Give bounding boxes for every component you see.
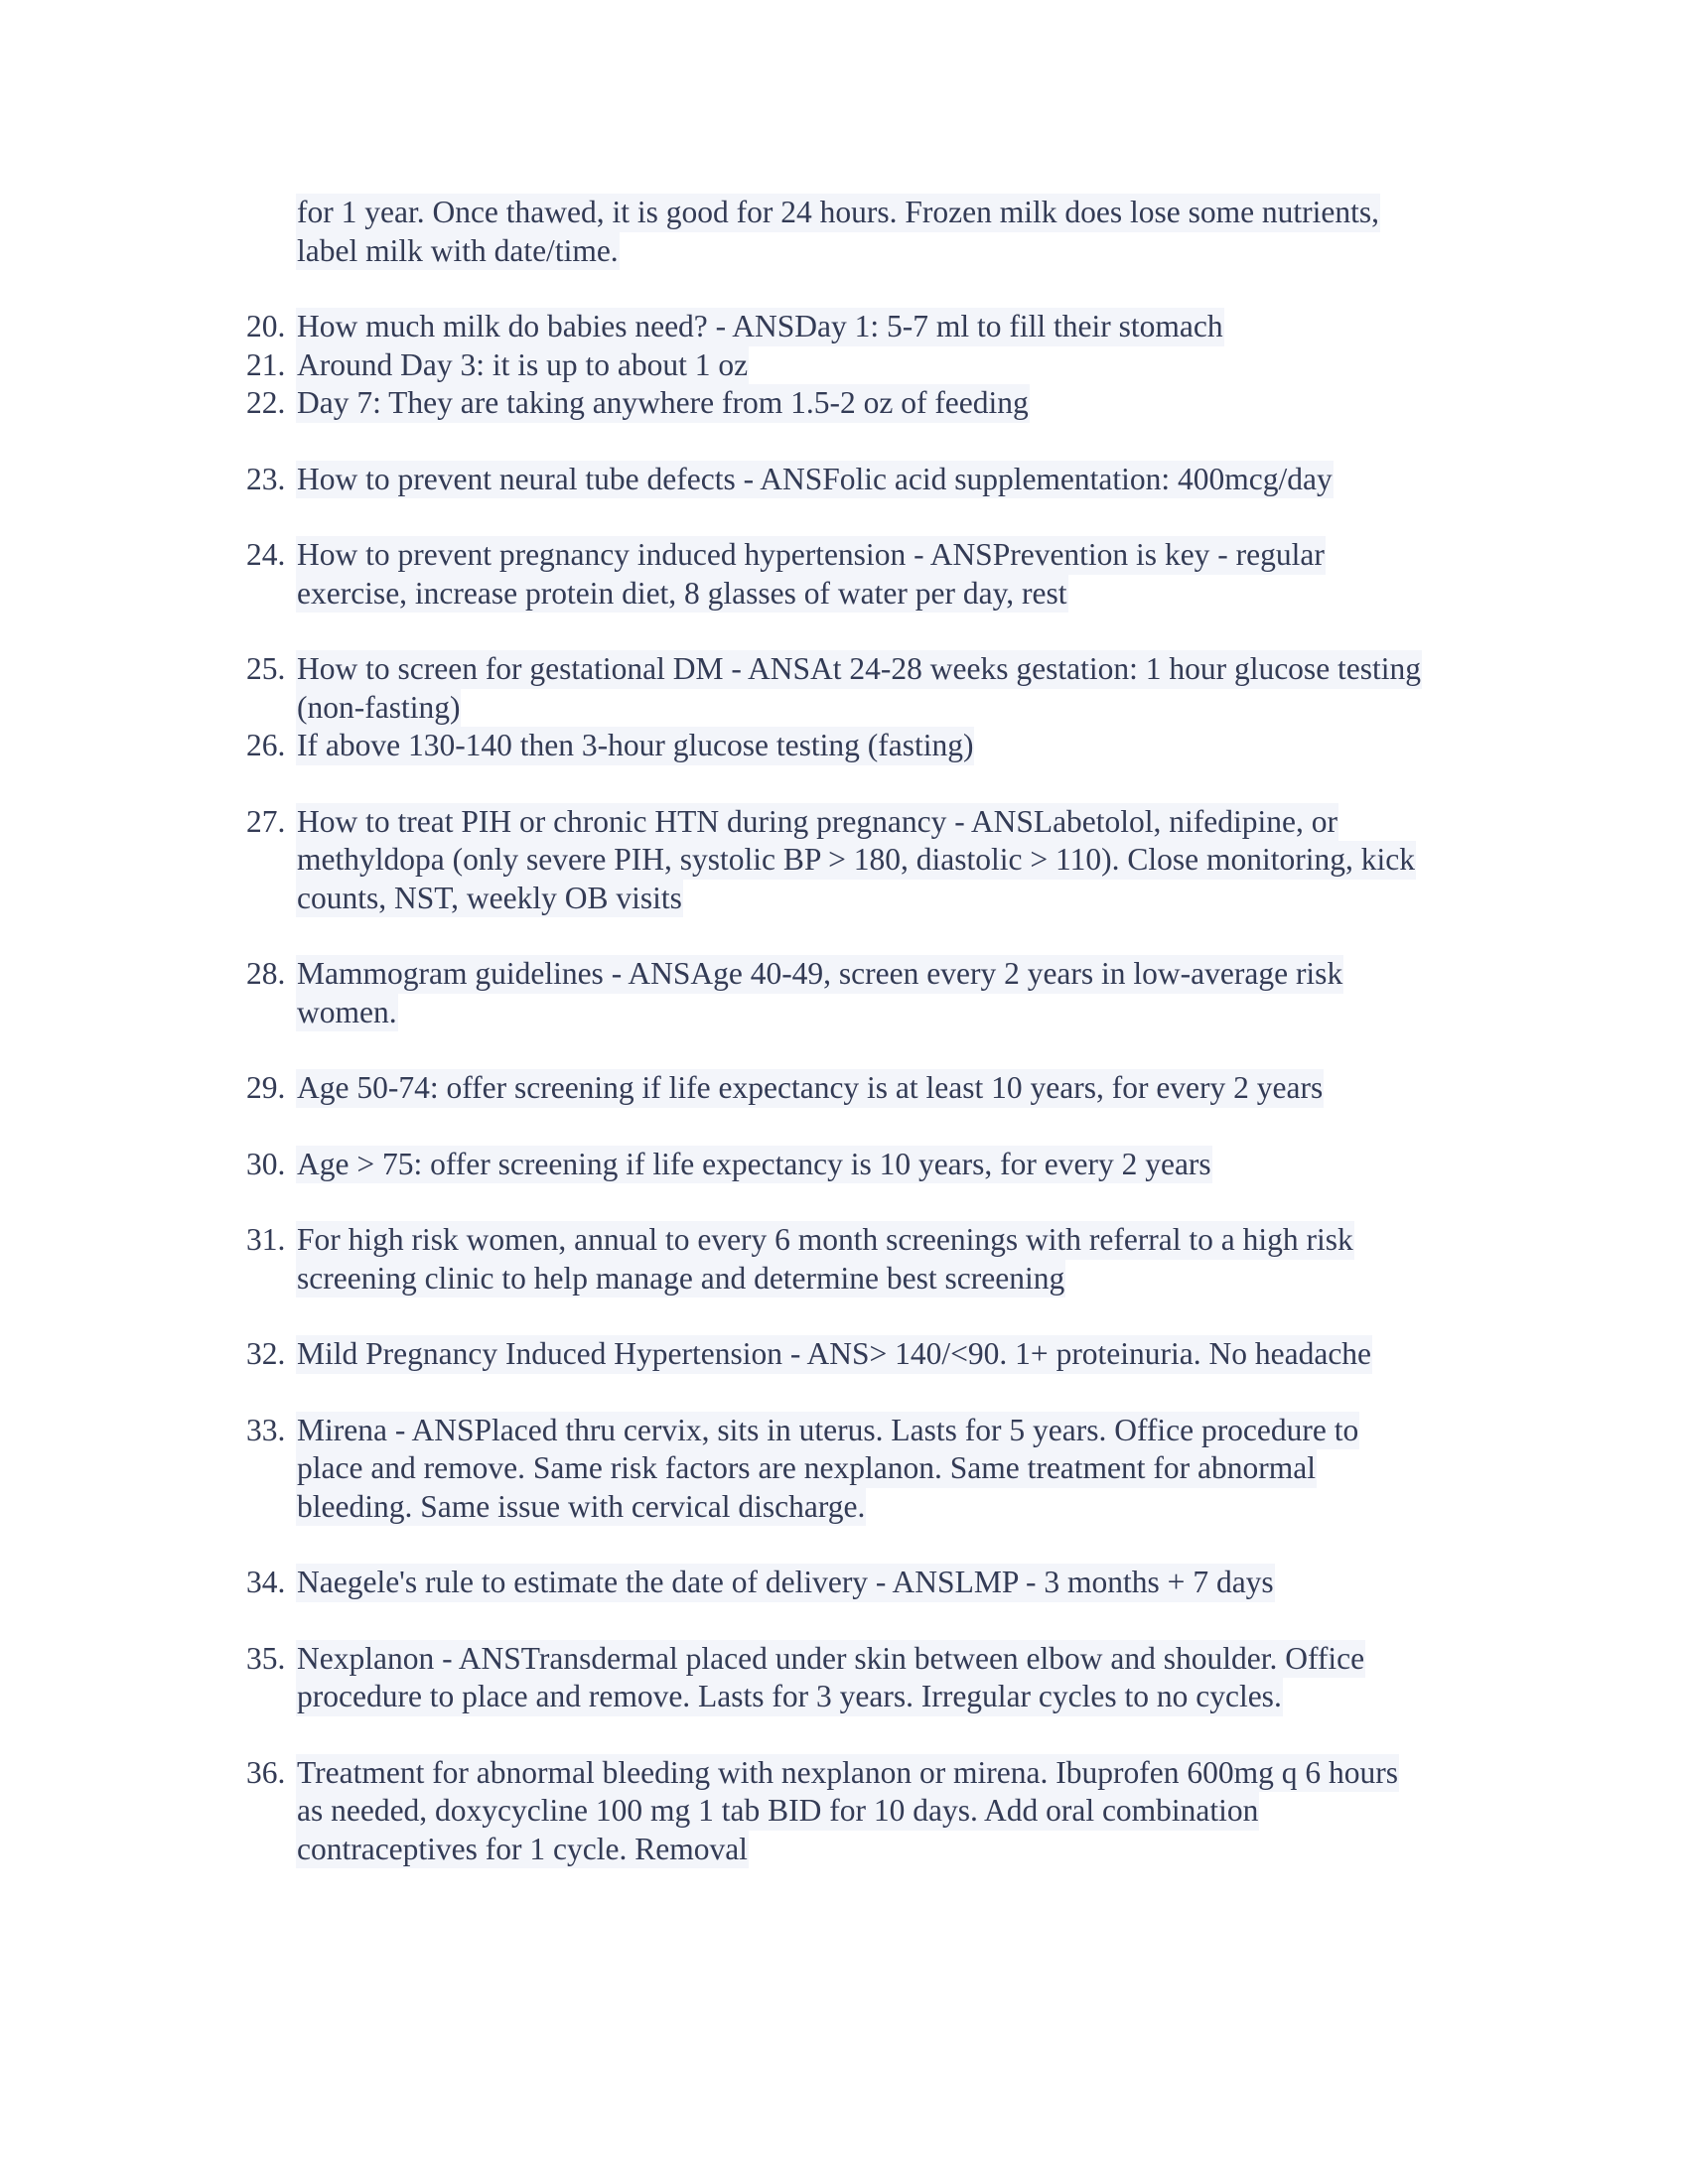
item-text: Mirena - ANSPlaced thru cervix, sits in uterus. Lasts for 5 years. Office procedure to [296,1412,1359,1450]
list-item [246,1221,1497,1260]
item-number: 22. [246,385,286,420]
item-text: place and remove. Same risk factors are nexplanon. Same treatment for abnormal [296,1449,1317,1488]
item-text: Around Day 3: it is up to about 1 oz [296,346,749,385]
list-item [246,1754,1497,1793]
item-number: 36. [246,1754,286,1790]
item-text: Treatment for abnormal bleeding with nexplanon or mirena. Ibuprofen 600mg q 6 hours [296,1754,1399,1793]
list-item [246,955,1497,994]
item-text: exercise, increase protein diet, 8 glasses of water per day, rest [296,575,1068,614]
item-number: 25. [246,651,286,686]
list-item [246,1564,1497,1602]
item-text: How to prevent neural tube defects - ANSFolic acid supplementation: 400mcg/day [296,461,1334,499]
item-text: Naegele's rule to estimate the date of delivery - ANSLMP - 3 months + 7 days [296,1564,1275,1602]
item-text: as needed, doxycycline 100 mg 1 tab BID for 10 days. Add oral combination [296,1792,1259,1831]
item-number: 23. [246,461,286,496]
list-item-continuation [246,1260,1497,1298]
list-item-continuation [246,880,1497,918]
item-number: 30. [246,1146,286,1181]
item-text: Day 7: They are taking anywhere from 1.5-2 oz of feeding [296,384,1030,423]
item-number: 24. [246,537,286,572]
item-text: How to screen for gestational DM - ANSAt 24-28 weeks gestation: 1 hour glucose testing [296,650,1422,689]
list-item [246,803,1497,842]
item-text: If above 130-140 then 3-hour glucose testing (fasting) [296,727,974,765]
item-text: contraceptives for 1 cycle. Removal [296,1831,749,1869]
item-text: How to treat PIH or chronic HTN during pregnancy - ANSLabetolol, nifedipine, or [296,803,1338,842]
item-number: 27. [246,803,286,839]
item-number: 33. [246,1412,286,1447]
list-item-continuation [246,1831,1497,1869]
item-text: counts, NST, weekly OB visits [296,880,683,918]
item-text: Mild Pregnancy Induced Hypertension - ANS> 140/<90. 1+ proteinuria. No headache [296,1335,1372,1374]
list-item [246,461,1497,499]
list-item [246,1146,1497,1184]
list-item-continuation [246,1488,1497,1527]
item-text: How much milk do babies need? - ANSDay 1: 5-7 ml to fill their stomach [296,308,1224,346]
list-item [246,308,1497,346]
item-text: label milk with date/time. [296,232,620,271]
item-text: Nexplanon - ANSTransdermal placed under skin between elbow and shoulder. Office [296,1640,1365,1679]
list-item [246,1335,1497,1374]
list-item-continuation [246,232,1497,271]
item-text: How to prevent pregnancy induced hypertension - ANSPrevention is key - regular [296,536,1326,575]
list-item [246,536,1497,575]
item-text: for 1 year. Once thawed, it is good for 24 hours. Frozen milk does lose some nutrients, [296,194,1380,232]
list-item-continuation [246,1449,1497,1488]
item-number: 35. [246,1640,286,1676]
list-item-continuation [246,1792,1497,1831]
list-item [246,650,1497,689]
list-item [246,346,1497,385]
item-number: 21. [246,346,286,382]
list-item-continuation [246,689,1497,728]
list-item [246,1640,1497,1679]
item-text: women. [296,994,398,1032]
item-text: procedure to place and remove. Lasts for 3 years. Irregular cycles to no cycles. [296,1678,1283,1716]
item-number: 34. [246,1565,286,1599]
qa-list [246,194,1497,1868]
list-item-continuation [246,1678,1497,1716]
item-number: 32. [246,1336,286,1371]
item-text: Age > 75: offer screening if life expectancy is 10 years, for every 2 years [296,1146,1212,1184]
item-number: 29. [246,1070,286,1105]
item-number: 20. [246,309,286,343]
list-item [246,1412,1497,1450]
list-item [246,727,1497,765]
item-text: bleeding. Same issue with cervical discharge. [296,1488,866,1527]
item-text: methyldopa (only severe PIH, systolic BP > 180, diastolic > 110). Close monitoring, kick [296,841,1416,880]
item-text: Age 50-74: offer screening if life expectancy is at least 10 years, for every 2 years [296,1069,1324,1108]
item-number: 31. [246,1222,286,1257]
list-item-continuation [246,841,1497,880]
list-item-continuation [246,194,1497,232]
item-text: screening clinic to help manage and determine best screening [296,1260,1065,1298]
list-item [246,384,1497,423]
item-text: Mammogram guidelines - ANSAge 40-49, screen every 2 years in low-average risk [296,955,1343,994]
item-number: 26. [246,728,286,762]
item-text: (non-fasting) [296,689,461,728]
list-item-continuation [246,994,1497,1032]
item-number: 28. [246,956,286,991]
list-item-continuation [246,575,1497,614]
list-item [246,1069,1497,1108]
item-text: For high risk women, annual to every 6 month screenings with referral to a high risk [296,1221,1354,1260]
